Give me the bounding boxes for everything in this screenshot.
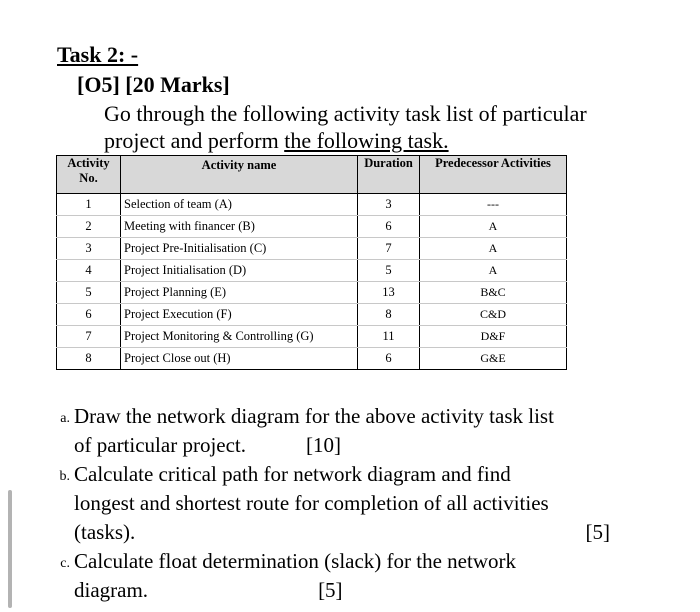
question-text: of particular project. xyxy=(74,433,246,457)
table-header-row xyxy=(57,156,567,194)
header-duration: Duration xyxy=(358,156,420,194)
activity-name-cell: Project Monitoring & Controlling (G) xyxy=(121,326,358,348)
activity-name-cell: Selection of team (A) xyxy=(121,194,358,216)
duration-cell: 8 xyxy=(358,304,420,326)
table-row xyxy=(57,304,567,326)
question-b xyxy=(48,460,648,547)
intro-line-2a: project and perform xyxy=(104,128,285,153)
header-predecessor: Predecessor Activities xyxy=(420,156,567,194)
header-activity-no: Activity No. xyxy=(57,156,121,194)
table-row xyxy=(57,194,567,216)
duration-cell: 3 xyxy=(358,194,420,216)
scrollbar[interactable] xyxy=(8,490,12,608)
duration-cell: 7 xyxy=(358,238,420,260)
question-mark: [10] xyxy=(306,433,341,457)
activity-no-cell: 1 xyxy=(57,194,121,216)
question-text: Calculate critical path for network diagram and find xyxy=(74,462,511,486)
intro-line-2 xyxy=(104,127,664,154)
activity-no-cell: 3 xyxy=(57,238,121,260)
predecessor-cell: A xyxy=(420,260,567,282)
predecessor-cell: C&D xyxy=(420,304,567,326)
header-activity-name: Activity name xyxy=(121,156,358,194)
question-mark: [5] xyxy=(318,578,343,602)
table-row xyxy=(57,348,567,370)
questions-list xyxy=(48,402,648,605)
activity-name-cell: Project Planning (E) xyxy=(121,282,358,304)
activity-no-cell: 6 xyxy=(57,304,121,326)
question-label: c. xyxy=(60,556,70,571)
predecessor-cell: B&C xyxy=(420,282,567,304)
predecessor-cell: A xyxy=(420,216,567,238)
table-row xyxy=(57,238,567,260)
predecessor-cell: A xyxy=(420,238,567,260)
activity-no-cell: 2 xyxy=(57,216,121,238)
marks-label: [O5] [20 Marks] xyxy=(77,72,230,97)
question-text: (tasks). xyxy=(74,520,136,544)
question-a xyxy=(48,402,648,460)
task-title: Task 2: - xyxy=(57,42,139,67)
activity-table xyxy=(56,155,567,370)
table-row xyxy=(57,326,567,348)
predecessor-cell: --- xyxy=(420,194,567,216)
table-row xyxy=(57,216,567,238)
activity-name-cell: Project Initialisation (D) xyxy=(121,260,358,282)
question-c xyxy=(48,547,648,605)
question-text: longest and shortest route for completion of all activities xyxy=(74,491,549,515)
table-row xyxy=(57,260,567,282)
question-label: b. xyxy=(59,469,70,484)
duration-cell: 11 xyxy=(358,326,420,348)
duration-cell: 6 xyxy=(358,216,420,238)
predecessor-cell: D&F xyxy=(420,326,567,348)
question-text: Calculate float determination (slack) for the network xyxy=(74,549,516,573)
duration-cell: 6 xyxy=(358,348,420,370)
activity-no-cell: 8 xyxy=(57,348,121,370)
activity-no-cell: 5 xyxy=(57,282,121,304)
activity-name-cell: Meeting with financer (B) xyxy=(121,216,358,238)
question-label: a. xyxy=(60,411,70,426)
predecessor-cell: G&E xyxy=(420,348,567,370)
question-text: Draw the network diagram for the above activity task list xyxy=(74,404,554,428)
activity-no-cell: 7 xyxy=(57,326,121,348)
intro-line-2b: the following task. xyxy=(284,128,449,153)
activity-name-cell: Project Pre-Initialisation (C) xyxy=(121,238,358,260)
activity-name-cell: Project Execution (F) xyxy=(121,304,358,326)
intro-text xyxy=(104,100,664,154)
intro-line-1: Go through the following activity task list of particular xyxy=(104,101,587,126)
activity-no-cell: 4 xyxy=(57,260,121,282)
duration-cell: 5 xyxy=(358,260,420,282)
question-mark: [5] xyxy=(585,520,610,544)
table-row xyxy=(57,282,567,304)
question-text: diagram. xyxy=(74,578,149,602)
duration-cell: 13 xyxy=(358,282,420,304)
activity-name-cell: Project Close out (H) xyxy=(121,348,358,370)
